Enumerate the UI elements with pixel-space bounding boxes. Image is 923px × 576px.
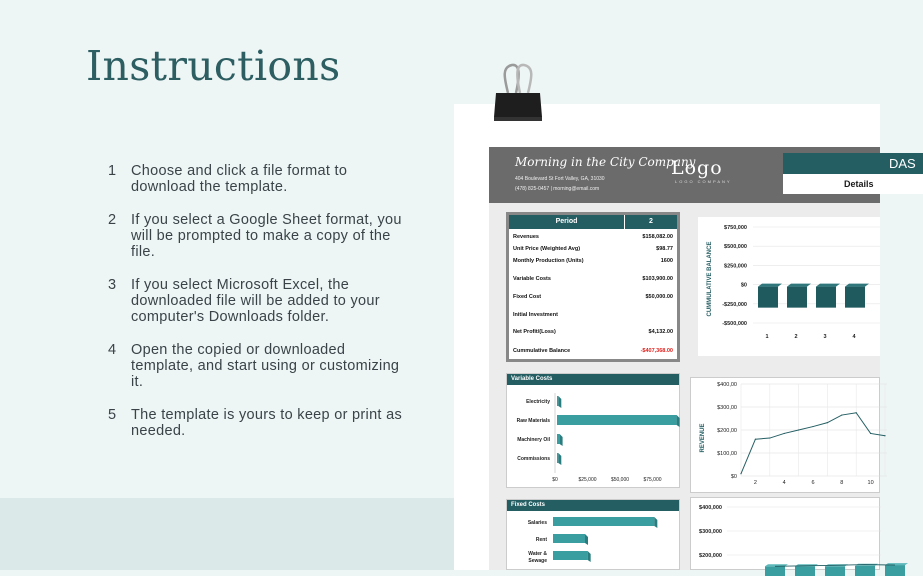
y-tick-label: $100,00 <box>717 451 737 457</box>
cumulative-bar-top <box>758 284 782 287</box>
revenue-point <box>798 429 799 430</box>
x-tick-label: 10 <box>867 480 874 486</box>
category-label: Salaries <box>527 520 547 526</box>
summary-value: 1600 <box>660 258 673 264</box>
summary-row <box>513 258 673 264</box>
cumulative-bar <box>758 287 778 308</box>
cumulative-bar <box>845 287 865 308</box>
x-tick-label: 4 <box>782 480 786 486</box>
variable-cost-bar-side <box>677 415 680 427</box>
instruction-step <box>108 212 408 260</box>
x-tick-label: 6 <box>811 480 815 486</box>
variable-cost-bar-side <box>560 434 563 446</box>
step-number: 1 <box>108 163 117 179</box>
y-tick-label: $300,000 <box>699 529 722 535</box>
cumulative-bar-top <box>845 284 869 287</box>
summary-value: $158,082.00 <box>642 234 673 240</box>
summary-row <box>513 246 673 252</box>
y-tick-label: -$250,000 <box>722 301 747 308</box>
y-axis-label: REVENUE <box>700 423 706 453</box>
summary-value: $103,900.00 <box>642 276 673 282</box>
summary-label: Cummulative Balance <box>513 348 571 354</box>
company-logo: Logo <box>671 157 723 179</box>
category-label: Machinery Oil <box>517 437 550 443</box>
revenue-point <box>769 437 770 438</box>
revenue-cost-chart <box>691 498 881 571</box>
category-label: Raw Materials <box>516 418 550 424</box>
y-tick-label: $500,000 <box>724 244 747 251</box>
category-label: Sewage <box>528 558 547 564</box>
y-tick-label: $400,00 <box>717 382 737 388</box>
x-tick-label: $50,000 <box>610 477 630 483</box>
revenue-point <box>827 422 828 423</box>
variable-cost-bar <box>557 434 560 444</box>
summary-label: Revenues <box>513 234 539 240</box>
summary-value-negative: -$407,368.00 <box>640 348 673 354</box>
fixed-costs-title: Fixed Costs <box>507 500 679 511</box>
variable-costs-chart <box>507 385 679 487</box>
category-label: Rent <box>535 537 547 543</box>
summary-label: Monthly Production (Units) <box>513 258 584 264</box>
company-address: 404 Boulevard St Fort Valley, GA, 31030 <box>515 176 605 182</box>
period-value: 2 <box>649 218 653 225</box>
variable-cost-bar <box>557 453 558 463</box>
revenue-point <box>784 433 785 434</box>
company-header-band <box>489 147 916 203</box>
revenue-point <box>841 414 842 415</box>
revenue-point <box>856 412 857 413</box>
summary-label: Unit Price (Weighted Avg) <box>513 246 581 252</box>
cumulative-balance-chart <box>698 217 880 356</box>
revenue-point <box>884 435 885 436</box>
variable-cost-bar-side <box>558 453 561 465</box>
step-number: 4 <box>108 342 117 358</box>
category-label: Water & <box>528 551 547 557</box>
instruction-list <box>108 163 408 456</box>
x-tick-label: 2 <box>753 480 757 486</box>
revenue-point <box>870 433 871 434</box>
fixed-cost-bar-side <box>654 517 657 528</box>
variable-cost-bar-side <box>558 396 561 408</box>
instruction-step <box>108 277 408 325</box>
cumulative-balance-panel <box>698 217 880 356</box>
summary-header <box>509 215 677 229</box>
cumulative-bar <box>787 287 807 308</box>
summary-label: Fixed Cost <box>513 294 542 300</box>
fixed-costs-chart <box>507 511 679 571</box>
x-tick-label: 3 <box>823 334 827 340</box>
y-tick-label: $400,000 <box>699 505 722 511</box>
category-label: Commissions <box>517 456 550 462</box>
summary-label: Net Profit/(Loss) <box>513 329 556 335</box>
revenue-bar <box>885 565 905 576</box>
summary-row <box>513 312 673 318</box>
step-number: 2 <box>108 212 117 228</box>
y-tick-label: $200,000 <box>699 553 722 559</box>
x-tick-label: $0 <box>552 477 558 483</box>
binder-clip-icon <box>492 63 544 125</box>
revenue-point <box>812 426 813 427</box>
summary-value: $4,132.00 <box>648 329 673 335</box>
y-tick-label: $750,000 <box>724 225 747 231</box>
fixed-cost-bar-side <box>585 534 588 545</box>
x-tick-label: $25,000 <box>578 477 597 483</box>
revenue-point <box>755 439 756 440</box>
instruction-step <box>108 407 408 439</box>
step-text: Open the copied or downloaded template, and start using or customizing it. <box>131 342 400 390</box>
y-tick-label: -$500,000 <box>722 321 747 327</box>
x-tick-label: 1 <box>765 334 769 340</box>
variable-cost-bar <box>557 396 558 406</box>
summary-label: Variable Costs <box>513 276 551 282</box>
company-contact: (478) 825-0457 | morning@email.com <box>515 186 600 192</box>
instruction-step <box>108 163 408 195</box>
fixed-cost-bar <box>553 517 654 526</box>
page-title: Instructions <box>86 42 341 90</box>
variable-costs-panel <box>506 373 680 488</box>
revenue-bar <box>855 566 875 576</box>
x-tick-label: 2 <box>794 334 798 340</box>
revenue-bar <box>825 566 845 576</box>
summary-table <box>506 212 680 362</box>
instruction-step <box>108 342 408 390</box>
fixed-cost-bar <box>553 534 585 543</box>
summary-row <box>513 276 673 282</box>
y-tick-label: $300,00 <box>717 405 737 411</box>
left-footer-band <box>0 498 454 570</box>
y-tick-label: $0 <box>740 282 747 289</box>
y-axis-label: CUMMULATIVE BALANCE <box>707 241 713 317</box>
details-label: Details <box>783 174 923 194</box>
summary-value: $50,000.00 <box>645 294 673 300</box>
revenue-chart <box>691 378 881 494</box>
dashboard-title: DAS <box>783 153 923 174</box>
step-number: 5 <box>108 407 117 423</box>
x-tick-label: 4 <box>852 334 856 340</box>
summary-row <box>513 294 673 300</box>
cumulative-bar <box>816 287 836 308</box>
step-text: Choose and click a file format to download the template. <box>131 163 348 195</box>
y-tick-label: $250,000 <box>724 263 747 270</box>
summary-label: Initial Investment <box>513 312 558 318</box>
revenue-bar <box>795 566 815 576</box>
summary-row <box>513 234 673 240</box>
fixed-costs-panel <box>506 499 680 570</box>
step-number: 3 <box>108 277 117 293</box>
category-label: Electricity <box>526 399 550 405</box>
summary-row <box>513 348 673 354</box>
y-tick-label: $0 <box>730 474 737 480</box>
y-tick-label: $200,00 <box>717 428 737 434</box>
revenue-bar <box>765 566 785 576</box>
summary-value: $98.77 <box>656 246 673 252</box>
period-label: Period <box>509 215 625 229</box>
summary-table-inner <box>509 215 677 359</box>
step-text: If you select Microsoft Excel, the downloaded file will be added to your computer's Downloads folder. <box>131 277 380 325</box>
step-text: The template is yours to keep or print as needed. <box>131 407 403 439</box>
variable-cost-bar <box>557 415 677 425</box>
cumulative-bar-top <box>787 284 811 287</box>
company-name: Morning in the City Company <box>515 155 696 169</box>
step-text: If you select a Google Sheet format, you will be prompted to make a copy of the file. <box>131 212 402 260</box>
revenue-cost-panel <box>690 497 880 570</box>
variable-costs-title: Variable Costs <box>507 374 679 385</box>
revenue-point <box>740 473 741 474</box>
summary-row <box>513 329 673 335</box>
company-logo-subtitle: LOGO COMPANY <box>675 179 732 184</box>
revenue-line <box>741 413 885 474</box>
x-tick-label: 8 <box>840 480 844 486</box>
fixed-cost-bar <box>553 551 588 560</box>
cumulative-bar-top <box>816 284 840 287</box>
fixed-cost-bar-side <box>588 551 591 562</box>
revenue-panel <box>690 377 880 493</box>
x-tick-label: $75,000 <box>643 477 662 483</box>
